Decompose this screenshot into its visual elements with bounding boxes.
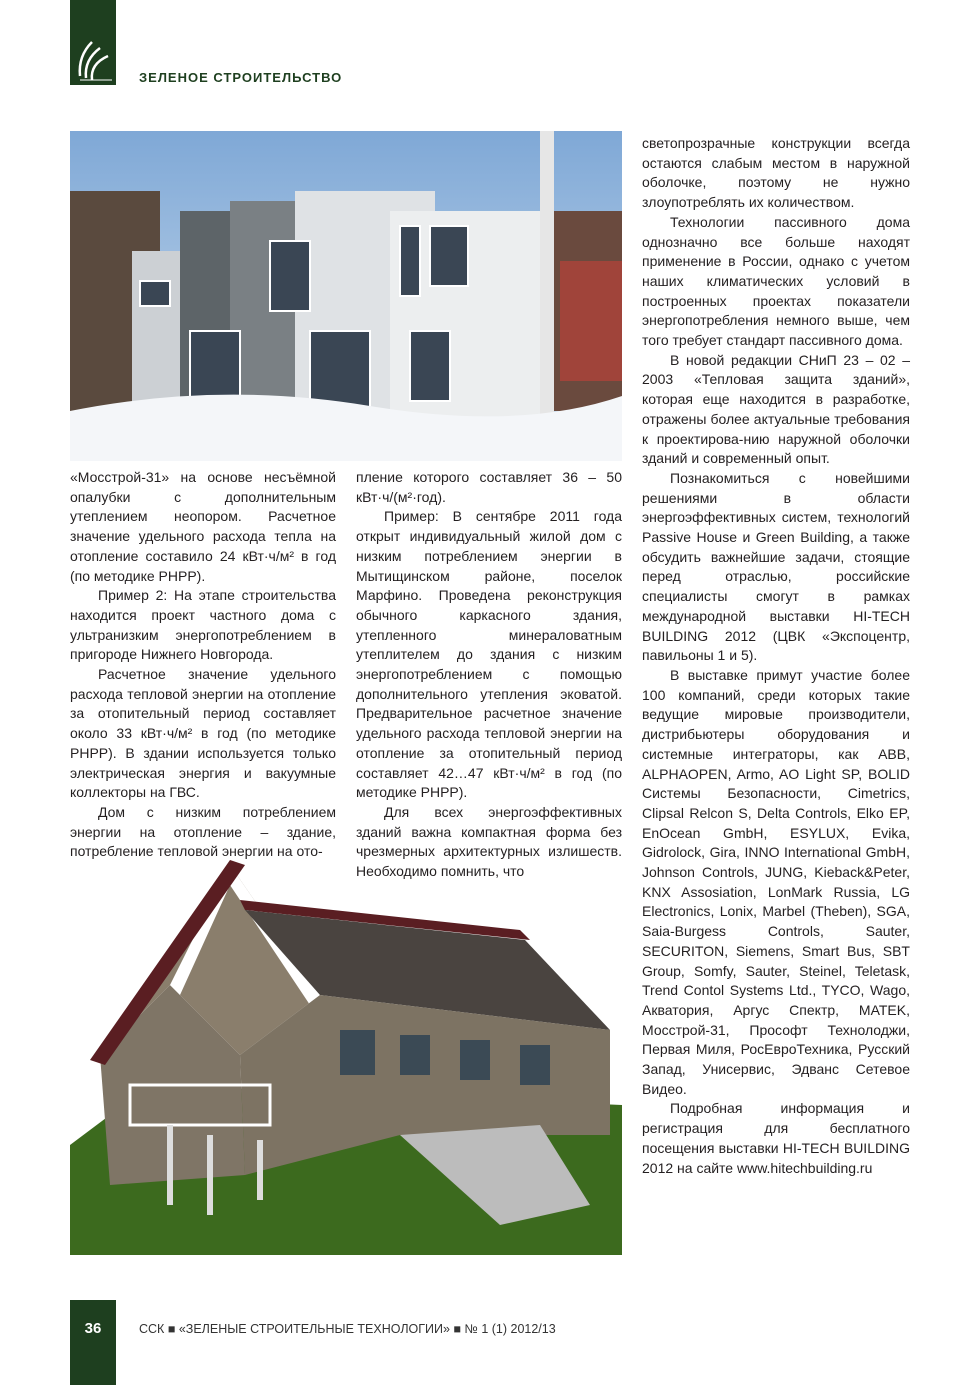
text-column-3 [642,134,910,1178]
paragraph: Пример 2: На этапе строительства находится проект частного дома с ультранизким энергопотреблением в пригороде Нижнего Новгорода. [70,587,336,663]
paragraph: Пример: В сентябре 2011 года открыт индивидуальный жилой дом с низким потреблением энергии в Мытищинском районе, поселок Марфино. Проведена реконструкция обычного каркасного здания, утепленного минераловатным утеплителем до здания с низким энергопотреблением с помощью дополнительного утепления эковатой. Предварительное расчетное значение удельного расхода тепловой энергии на отопление за отопительный период составляет 42…47 кВт·ч/м² в год (по методике PHPP). [356,508,622,801]
section-title: ЗЕЛЕНОЕ СТРОИТЕЛЬСТВО [139,70,343,85]
paragraph: Дом с низким потреблением энергии на отопление – здание, потребление тепловой энергии на ото- [70,803,336,860]
paragraph: «Мосстрой-31» на основе несъёмной опалубки с дополнительным утеплением неопором. Расчетное значение удельного расхода тепла на отопление составило 24 кВт·ч/м² в год (по методике PHPP). [70,469,336,584]
paragraph: Технологии пассивного дома однозначно все больше находят применение в России, однако с учетом наших климатических условий в построенных проектах показатели энергопотребления немного выше, чем того требует стандарт пассивного дома. [642,213,910,349]
paragraph: пление которого составляет 36 – 50 кВт·ч/(м²·год). [356,469,622,505]
paragraph: Познакомиться с новейшими решениями в области энергоэффективных систем, технологий Passive House и Green Building, а также обсудить важнейшие задачи, стоящие перед отраслью, российские специалисты смогут в рамках международной выставки HI-TECH BUILDING 2012 (ЦВК «Экспоцентр, павильоны 1 и 5). [642,469,910,664]
house-winter-photo [70,131,622,461]
page-number: 36 [84,1320,102,1337]
text-column-2 [356,468,622,882]
paragraph: Для всех энергоэффективных зданий важна компактная форма без чрезмерных архитектурных излишеств. Необходимо помнить, что [356,803,622,880]
paragraph: В новой редакции СНиП 23 – 02 – 2003 «Тепловая защита зданий», которая еще находится в разработке, отражены более актуальные требования к проектирова-нию наружной оболочки зданий и современный опыт. [642,351,910,467]
leaf-logo-icon [74,36,114,82]
house-3d-render [70,855,622,1255]
paragraph: Расчетное значение удельного расхода тепловой энергии на отопление за отопительный период составляет около 33 кВт·ч/м² в год (по методике PHPP). В здании используется только электрическая энергия и вакуумные коллекторы на ГВС. [70,666,336,801]
paragraph: Подробная информация и регистрация для бесплатного посещения выставки HI-TECH BUILDING 2012 на сайте www.hitechbuilding.ru [642,1100,910,1176]
text-column-1 [70,468,336,862]
publication-footer: ССК ■ «ЗЕЛЕНЫЕ СТРОИТЕЛЬНЫЕ ТЕХНОЛОГИИ» ■ № 1 (1) 2012/13 [139,1322,556,1336]
paragraph: светопрозрачные конструкции всегда остаются слабым местом в наружной оболочке, поэтому не нужно злоупотреблять их количеством. [642,135,910,211]
paragraph: В выставке примут участие более 100 компаний, среди которых такие ведущие мировые производители, дистрибьютеры оборудования и системные интеграторы, как ABB, ALPHAOPEN, Armo, AO Light SP, BOLID Системы Безопасности, Cimetrics, Clipsal Relcon S, Delta Controls, Elko EP, EnOcean GmbH, ESYLUX, Evika, Gidrolock, Gira, INNO International GmbH, Johnson Controls, JUNG, Kieback&Peter, KNX Assosiation, LonMark Russia, LG Electronics, Lonix, Marbel (Theben), SGA, Saia-Burgess Controls, Sauter, SECURITON, Siemens, Smart Bus, SBT Group, Somfy, Sauter, Steinel, Teletask, Trend Contol Systems Ltd., TYCO, Wago, Акватория, Аргус Спектр, MATEK, Мосстрой-31, Прософт Технолоджи, Первая Миля, РосЕвроТехника, Русский Запад, Унисервис, Эдванс Сетевое Видео. [642,666,910,1097]
footer-green-bar [70,1300,116,1385]
